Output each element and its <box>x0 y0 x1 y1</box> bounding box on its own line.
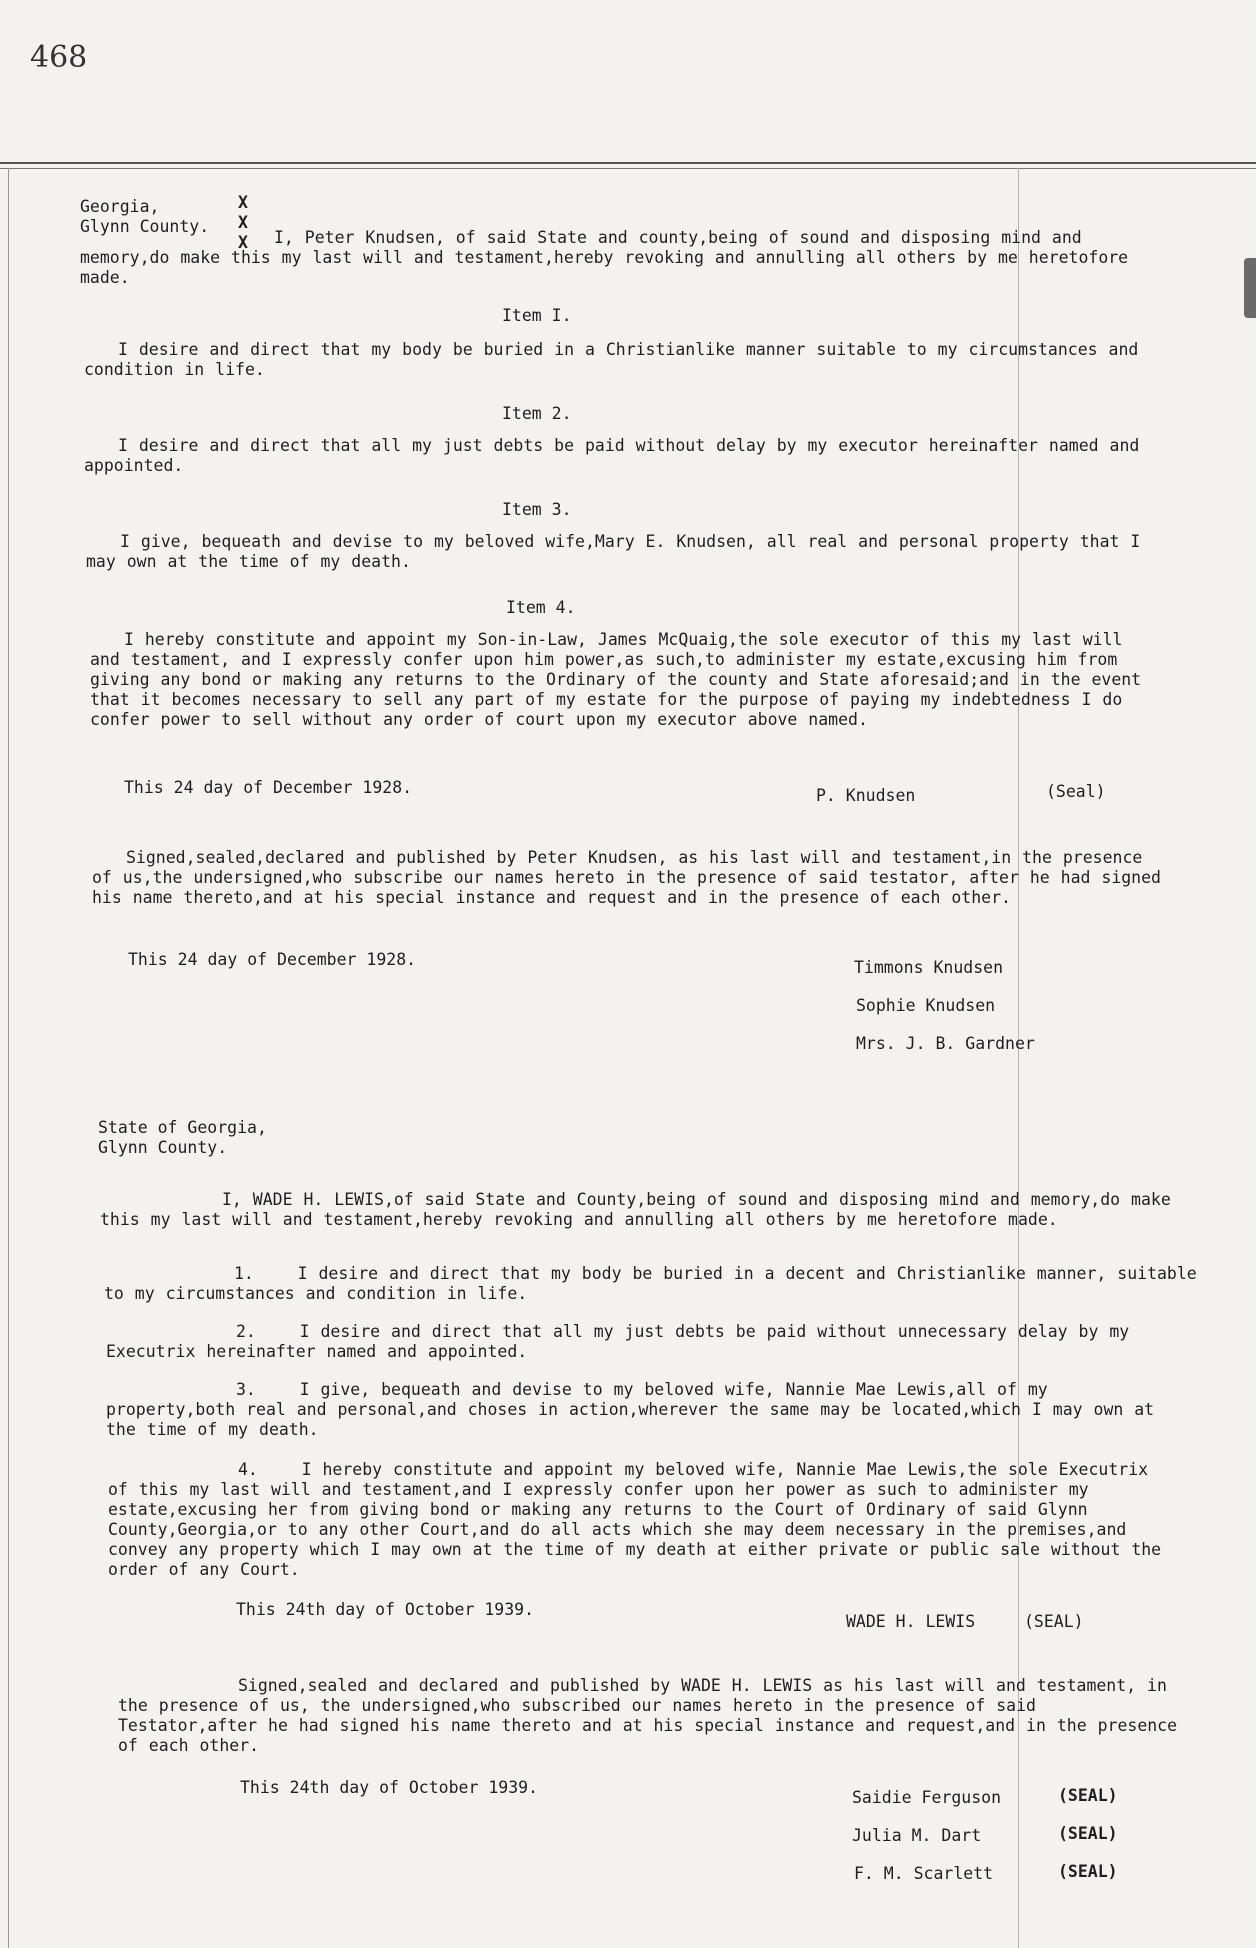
top-rule-secondary <box>0 168 1256 169</box>
will2-para-4-number: 4. <box>238 1460 258 1479</box>
will2-para-2-number: 2. <box>236 1322 256 1341</box>
will1-seal: (Seal) <box>1046 782 1106 801</box>
will2-witness-1-seal: (SEAL) <box>1058 1786 1118 1805</box>
will2-witness-3-seal: (SEAL) <box>1058 1862 1118 1881</box>
will1-witness-2: Sophie Knudsen <box>856 996 996 1015</box>
will1-item2-text: I desire and direct that all my just debts be paid without delay by my executor hereinafter named and appointed. <box>84 436 1140 475</box>
top-rule <box>0 162 1256 164</box>
will2-para-2 <box>106 1322 1186 1362</box>
will2-para-3-text: I give, bequeath and devise to my beloved wife, Nannie Mae Lewis,all of my property,both real and personal,and choses in action,wherever the same may be located,which I may own at the time of my death. <box>106 1380 1155 1439</box>
will2-para-4-text: I hereby constitute and appoint my beloved wife, Nannie Mae Lewis,the sole Executrix of this my last will and testament,and I expressly confer upon her power as such to administer my estate,excusing her from giving bond or making any returns to the Court of Ordinary of said Glynn County,Georgia,or to any other Court,and do all acts which she may deem necessary in the premises,and convey any property which I may own at the time of my death at either private or public sale without the order of any Court. <box>108 1460 1162 1579</box>
will1-header-county: Glynn County. <box>80 217 210 236</box>
will1-item1-heading: Item I. <box>502 306 572 325</box>
will1-attestation: Signed,sealed,declared and published by Peter Knudsen, as his last will and testament,in the presence of us,the undersigned,who subscribe our names hereto in the presence of said testator, after he had signed his name thereto,and at his special instance and request and in the presence of each other. <box>92 848 1161 907</box>
will2-para-2-text: I desire and direct that all my just debts be paid without unnecessary delay by my Executrix hereinafter named and appointed. <box>106 1322 1130 1361</box>
will1-witness-3: Mrs. J. B. Gardner <box>856 1034 1035 1053</box>
will2-seal: (SEAL) <box>1024 1612 1084 1631</box>
will2-witness-1: Saidie Ferguson <box>852 1788 1002 1807</box>
will1-header-state: Georgia, <box>80 197 160 216</box>
will1-item1-text: I desire and direct that my body be buried in a Christianlike manner suitable to my circumstances and condition in life. <box>84 340 1139 379</box>
left-margin-line <box>8 168 9 1948</box>
will2-header-county: Glynn County. <box>98 1138 228 1157</box>
will1-signature: P. Knudsen <box>816 786 916 805</box>
header-bracket: X X X <box>238 193 248 252</box>
will2-para-3 <box>106 1380 1186 1440</box>
will2-para-1-text: I desire and direct that my body be buried in a decent and Christianlike manner, suitable to my circumstances and condition in life. <box>104 1264 1197 1303</box>
will2-header-state: State of Georgia, <box>98 1118 267 1137</box>
will2-witness-2-seal: (SEAL) <box>1058 1824 1118 1843</box>
will1-item2-heading: Item 2. <box>502 404 572 423</box>
will2-date: This 24th day of October 1939. <box>236 1600 535 1619</box>
will2-signature: WADE H. LEWIS <box>846 1612 976 1631</box>
will1-witness-1: Timmons Knudsen <box>854 958 1004 977</box>
will2-para-1 <box>104 1264 1204 1304</box>
page-edge-tab <box>1244 258 1256 318</box>
will2-para-1-number: 1. <box>234 1264 254 1283</box>
will2-para-3-number: 3. <box>236 1380 256 1399</box>
will1-intro: I, Peter Knudsen, of said State and county,being of sound and disposing mind and memory,do make this my last will and testament,hereby revoking and annulling all others by me heretofore made. <box>80 228 1129 287</box>
will1-item3-text: I give, bequeath and devise to my beloved wife,Mary E. Knudsen, all real and personal property that I may own at the time of my death. <box>86 532 1141 571</box>
will1-item4-heading: Item 4. <box>506 598 576 617</box>
will2-attestation: Signed,sealed and declared and published by WADE H. LEWIS as his last will and testament, in the presence of us, the undersigned,who subscribed our names hereto in the presence of said Testator,after he had signed his name thereto and at his special instance and request,and in the presence of each other. <box>118 1676 1178 1755</box>
will2-attestation-date: This 24th day of October 1939. <box>240 1778 539 1797</box>
will1-date: This 24 day of December 1928. <box>124 778 413 797</box>
will2-witness-3: F. M. Scarlett <box>854 1864 994 1883</box>
will1-item3-heading: Item 3. <box>502 500 572 519</box>
will1-item4-text: I hereby constitute and appoint my Son-in-Law, James McQuaig,the sole executor of this my last will and testament, and I expressly confer upon him power,as such,to administer my estate,excusing him from giving any bond or making any returns to the Ordinary of the county and State aforesaid;and in the event that it becomes necessary to sell any part of my estate for the purpose of paying my indebtedness I do confer power to sell without any order of court upon my executor above named. <box>90 630 1142 729</box>
will2-witness-2: Julia M. Dart <box>852 1826 982 1845</box>
will1-attestation-date: This 24 day of December 1928. <box>128 950 417 969</box>
page-number: 468 <box>30 40 88 75</box>
will2-para-4 <box>108 1460 1178 1580</box>
will2-intro: I, WADE H. LEWIS,of said State and County,being of sound and disposing mind and memory,do make this my last will and testament,hereby revoking and annulling all others by me heretofore made. <box>100 1190 1171 1229</box>
